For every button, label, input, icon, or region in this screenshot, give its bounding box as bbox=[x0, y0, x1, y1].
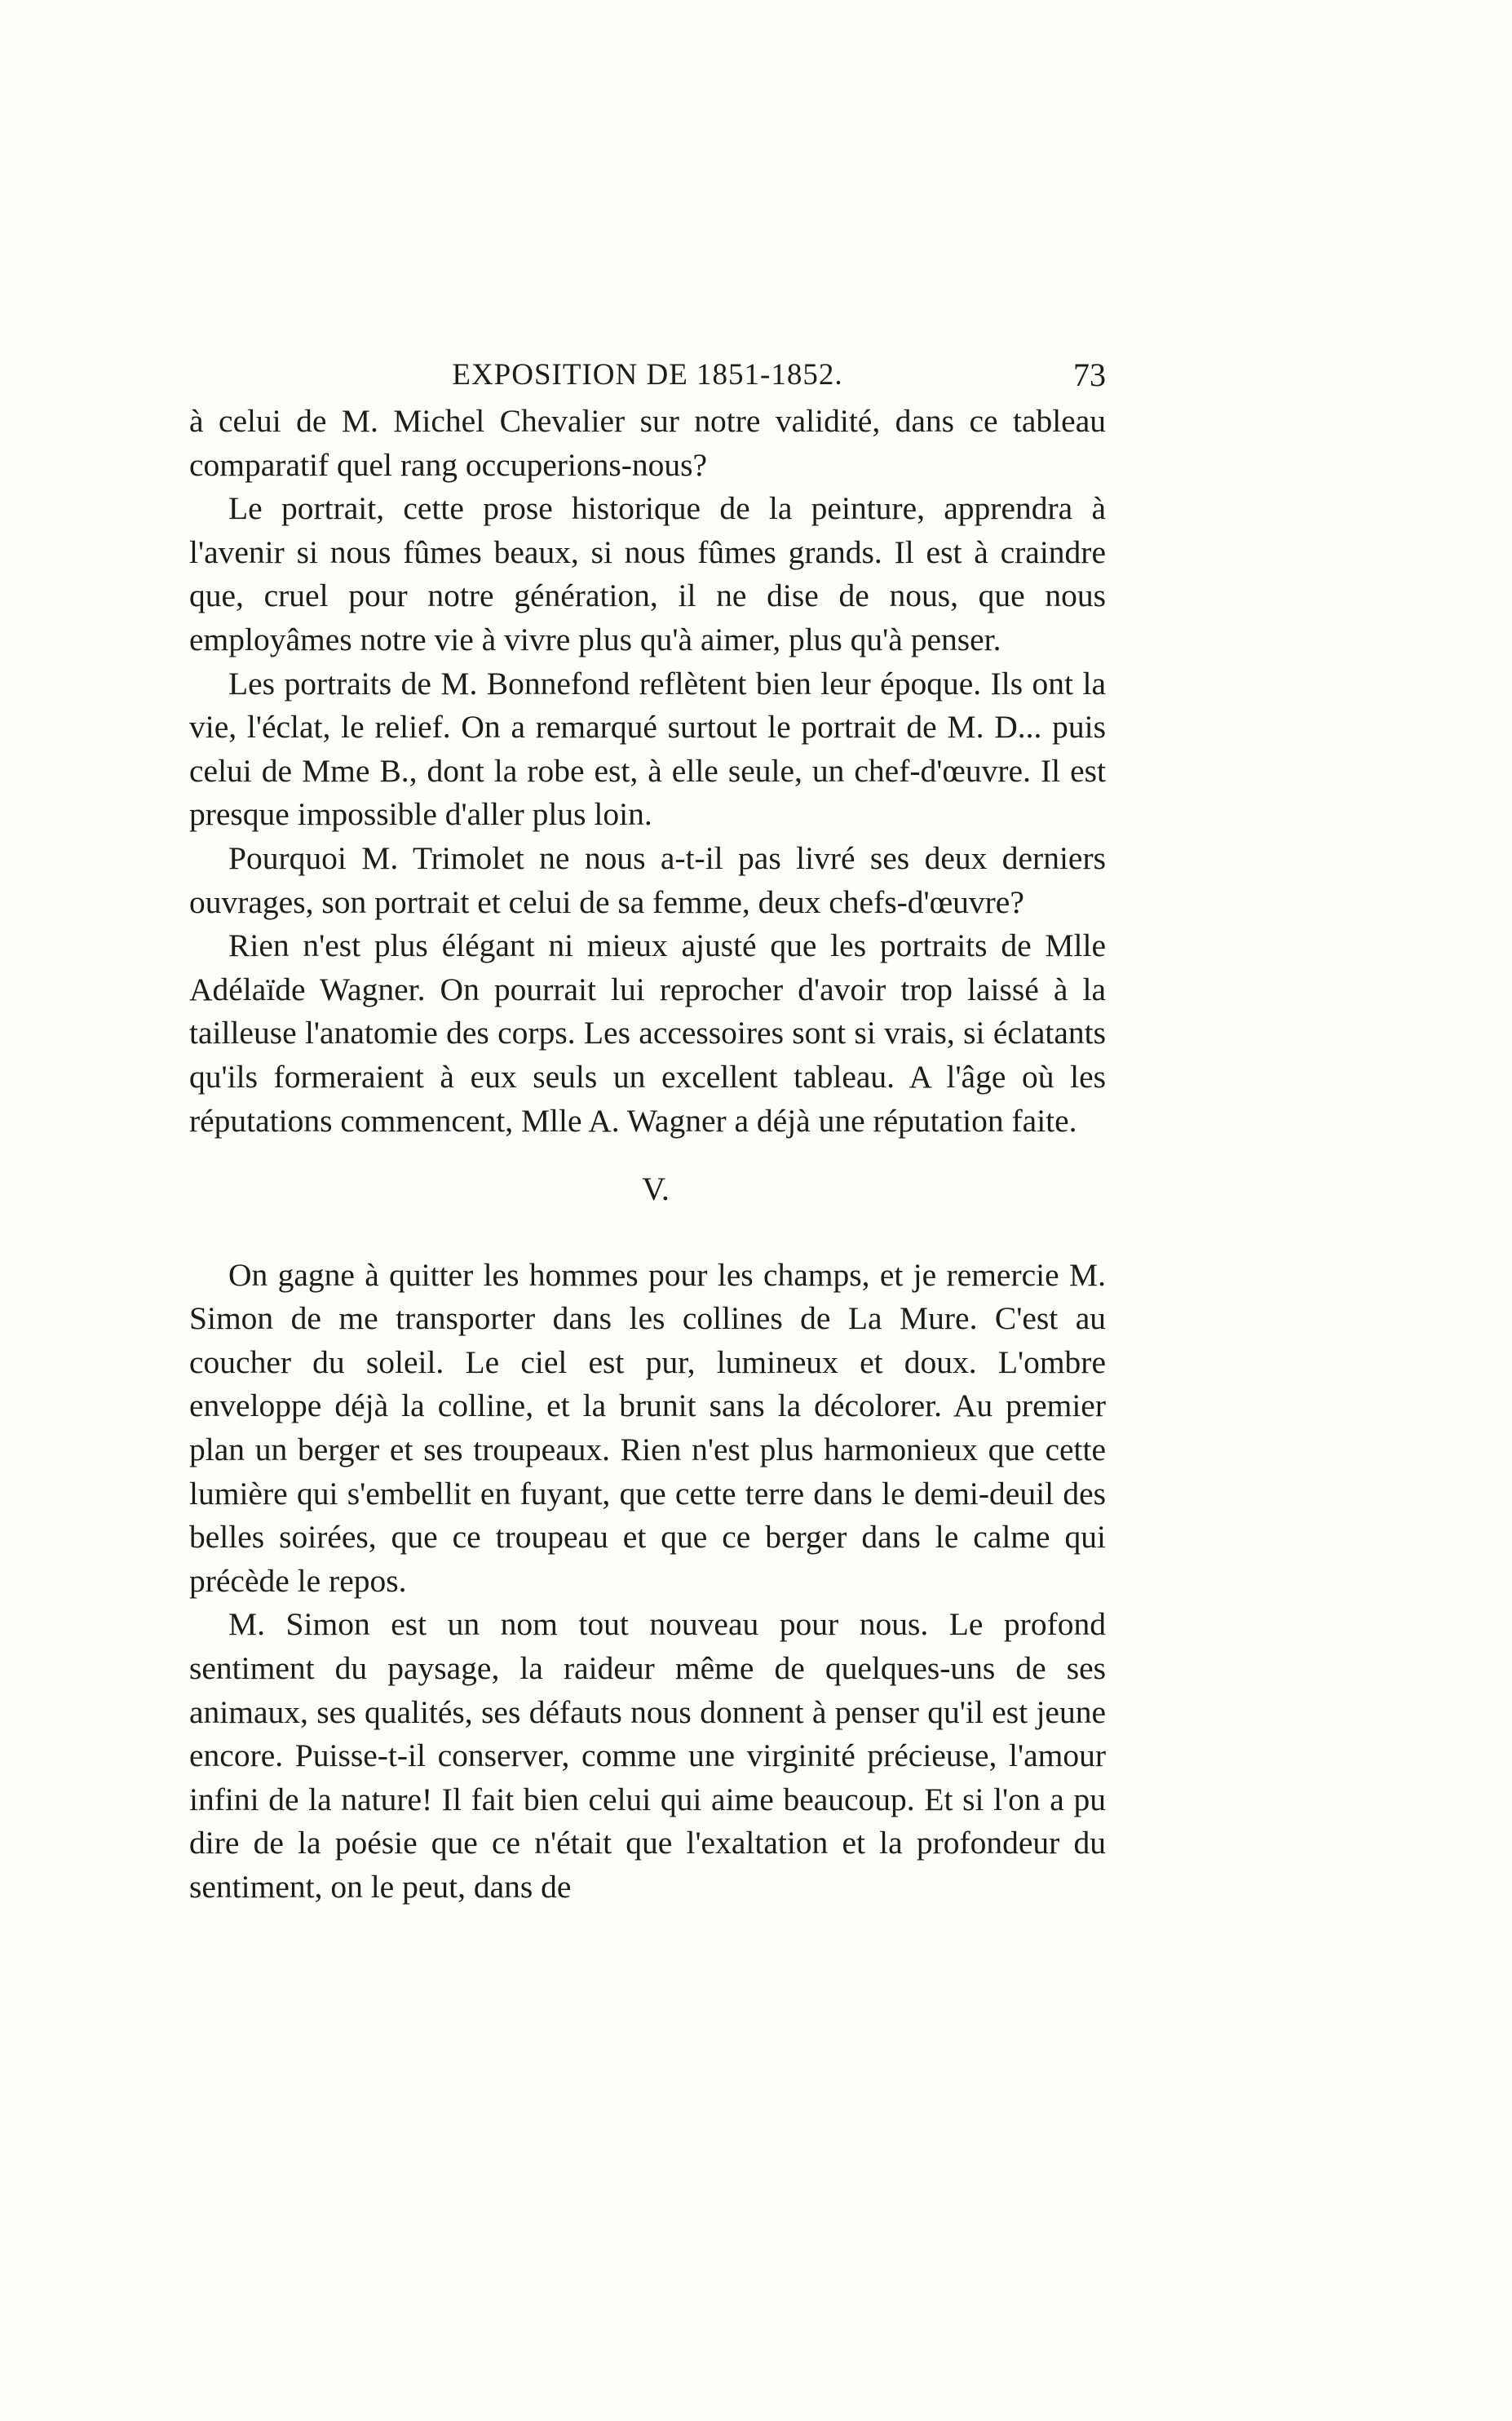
paragraph-continuation: à celui de M. Michel Chevalier sur notre validité, dans ce tableau comparatif quel rang occuperions-nous? bbox=[189, 403, 1106, 483]
running-head bbox=[189, 351, 1106, 400]
paragraph-portrait: Le portrait, cette prose historique de la peinture, apprendra à l'avenir si nous fûmes beaux, si nous fûmes grands. Il est à craindre que, cruel pour notre génération, il ne dise de nous, que nous employâmes notre vie à vivre plus qu'à aimer, plus qu'à penser. bbox=[189, 490, 1106, 657]
book-page bbox=[189, 351, 1106, 1910]
running-title: EXPOSITION DE 1851-1852. bbox=[452, 358, 843, 392]
paragraph-wagner: Rien n'est plus élégant ni mieux ajusté que les portraits de Mlle Adélaïde Wagner. On pourrait lui reprocher d'avoir trop laissé à la tailleuse l'anatomie des corps. Les accessoires sont si vrais, si éclatants qu'ils formeraient à eux seuls un excellent tableau. A l'âge où les réputations commencent, Mlle A. Wagner a déjà une réputation faite. bbox=[189, 927, 1106, 1139]
paragraph-simon-name: M. Simon est un nom tout nouveau pour nous. Le profond sentiment du paysage, la raideur même de quelques-uns de ses animaux, ses qualités, ses défauts nous donnent à penser qu'il est jeune encore. Puisse-t-il conserver, comme une virginité précieuse, l'amour infini de la nature! Il fait bien celui qui aime beaucoup. Et si l'on a pu dire de la poésie que ce n'était que l'exaltation et la profondeur du sentiment, on le peut, dans de bbox=[189, 1606, 1106, 1905]
paragraph-trimolet: Pourquoi M. Trimolet ne nous a-t-il pas livré ses deux derniers ouvrages, son portrait et celui de sa femme, deux chefs-d'œuvre? bbox=[189, 839, 1106, 920]
page-body bbox=[189, 400, 1106, 1910]
section-heading: V. bbox=[642, 1171, 670, 1208]
paragraph-simon-landscape: On gagne à quitter les hommes pour les champs, et je remercie M. Simon de me transporter dans les collines de La Mure. C'est au coucher du soleil. Le ciel est pur, lumineux et doux. L'ombre enveloppe déjà la colline, et la brunit sans la décolorer. Au premier plan un berger et ses troupeaux. Rien n'est plus harmonieux que cette lumière qui s'embellit en fuyant, que cette terre dans le demi-deuil des belles soirées, que ce troupeau et que ce berger dans le calme qui précède le repos. bbox=[189, 1256, 1106, 1599]
page-number: 73 bbox=[1073, 356, 1106, 393]
paragraph-bonnefond: Les portraits de M. Bonnefond reflètent bien leur époque. Ils ont la vie, l'éclat, le relief. On a remarqué surtout le portrait de M. D... puis celui de Mme B., dont la robe est, à elle seule, un chef-d'œuvre. Il est presque impossible d'aller plus loin. bbox=[189, 665, 1106, 833]
